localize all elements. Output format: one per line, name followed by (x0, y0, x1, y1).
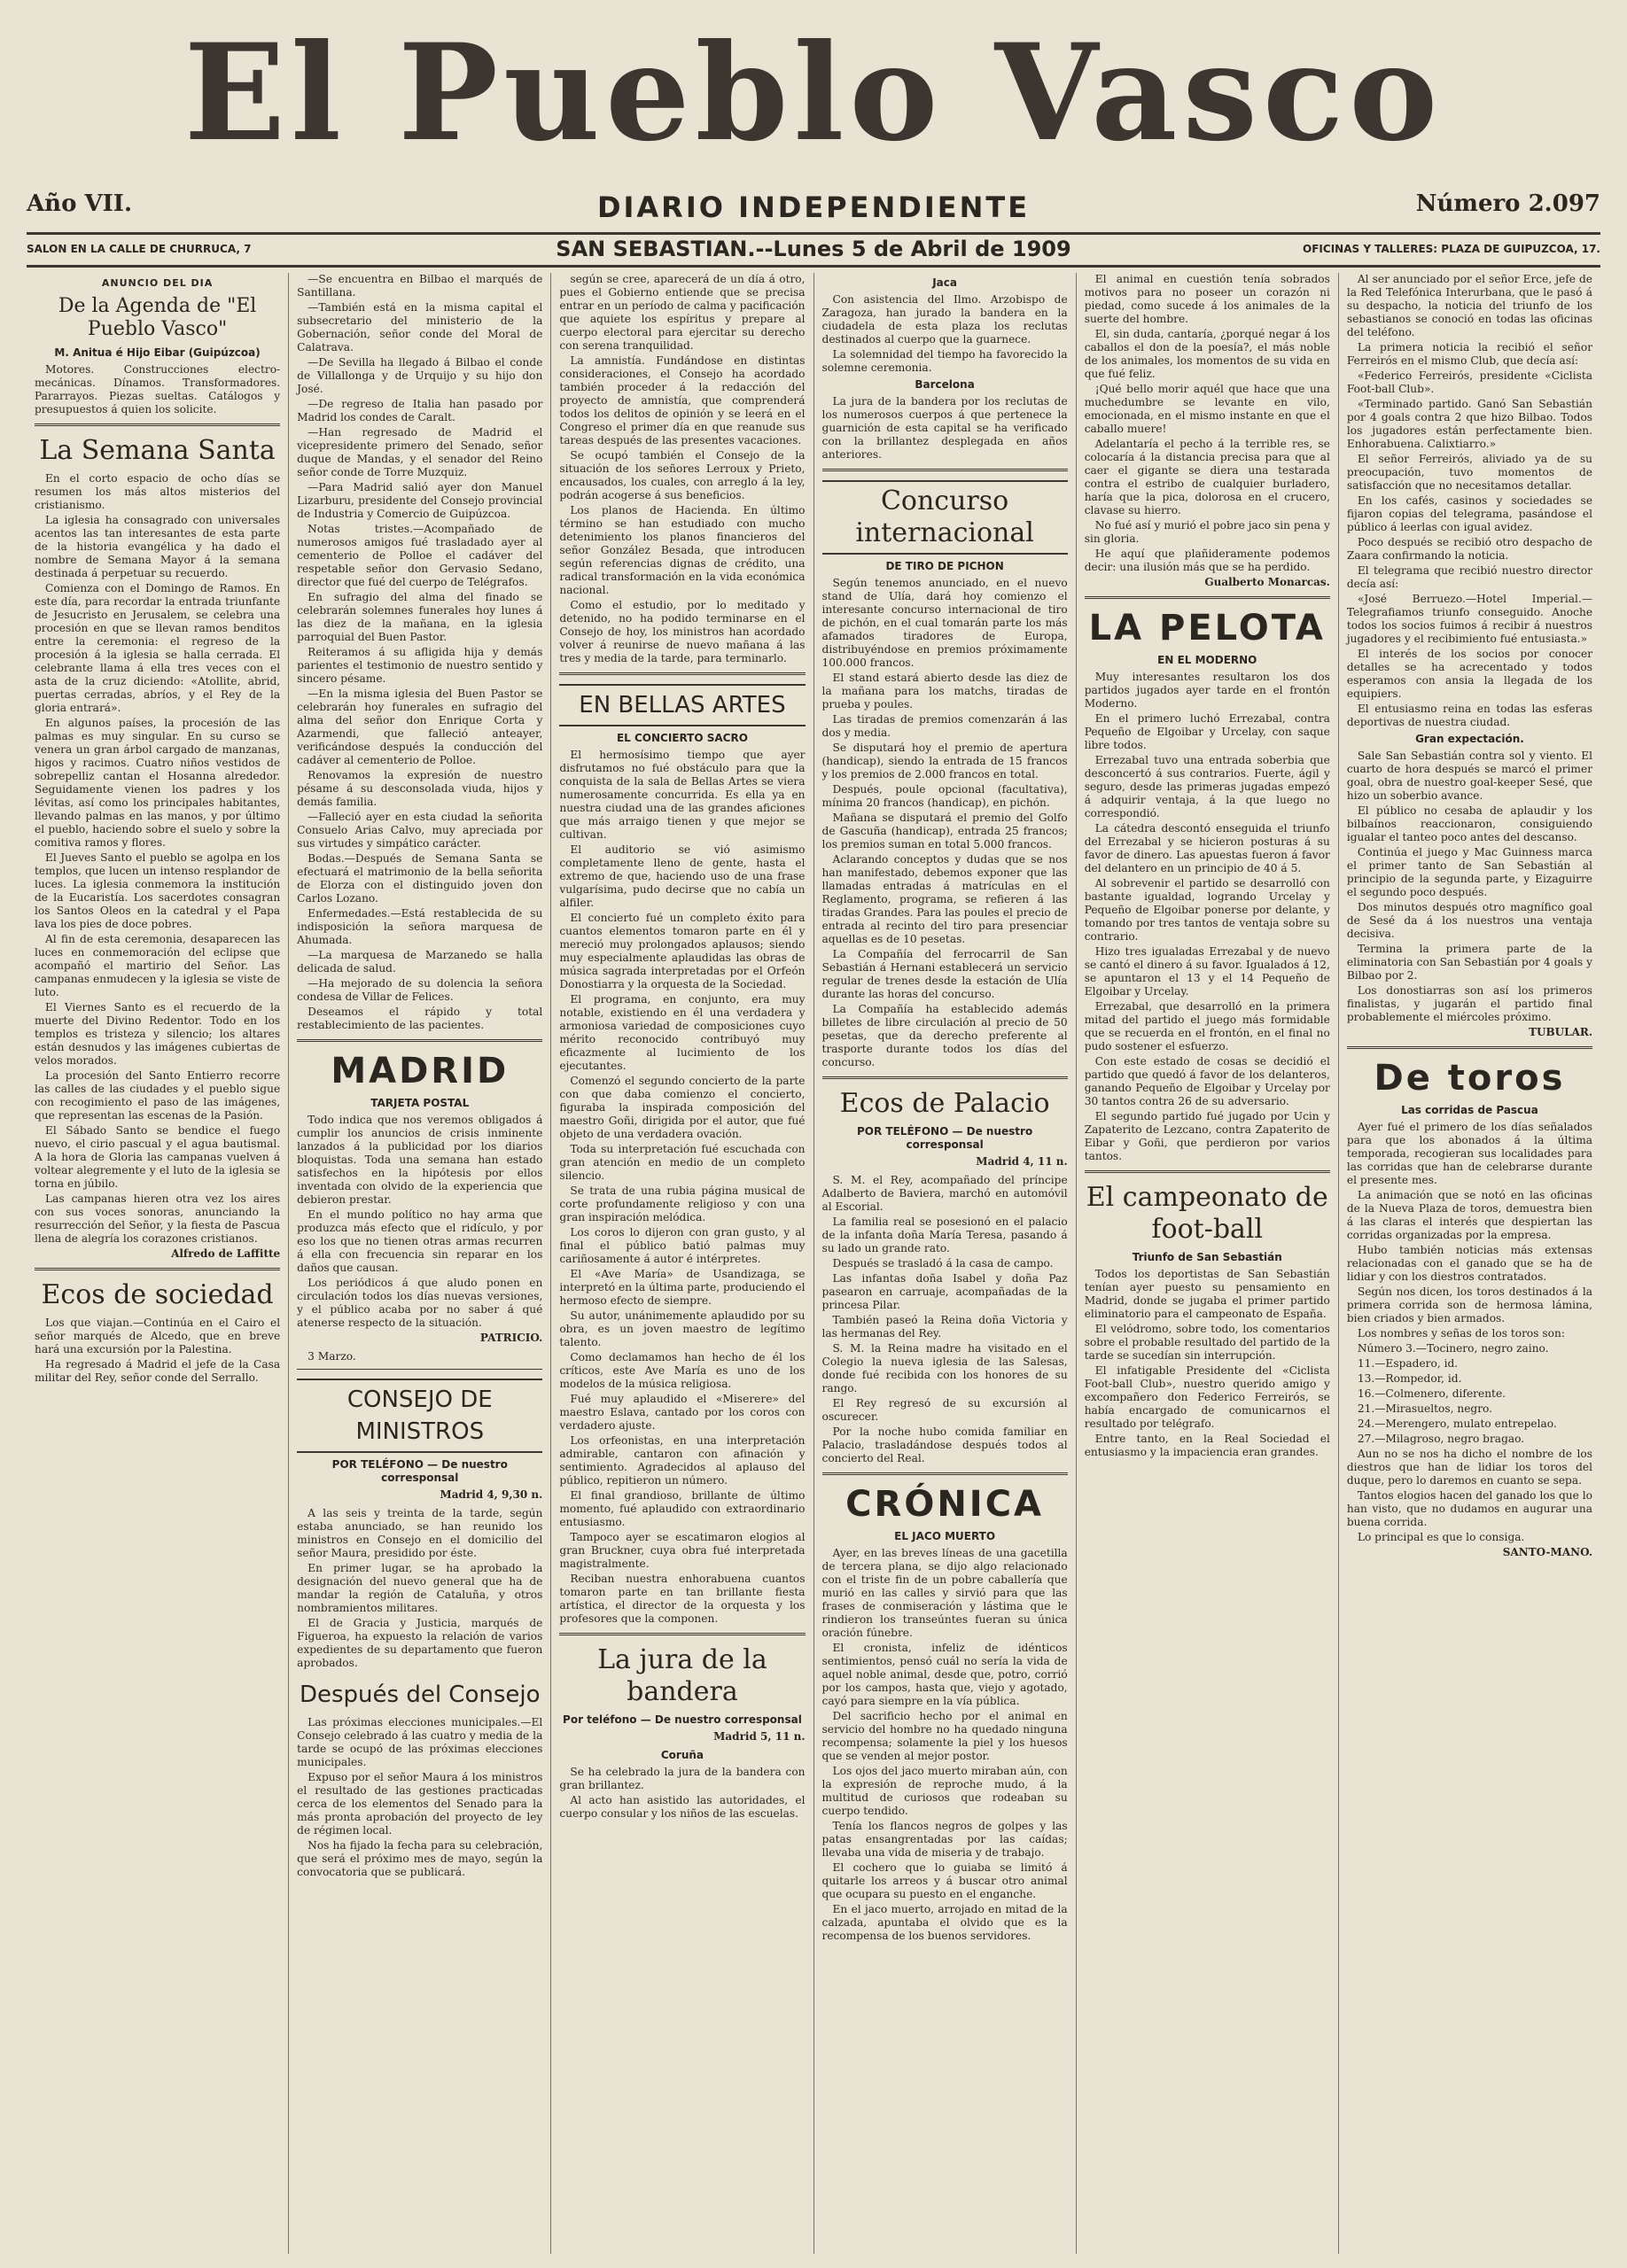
paragraph: El público no cesaba de aplaudir y los bilbaínos reaccionaron, consiguiendo igualar el tanteo poco antes del descanso. (1346, 804, 1593, 843)
paragraph: Al fin de esta ceremonia, desaparecen las luces en conmemoración del eclipse que acompañó el martirio del Señor. Las campanas enmudecen y la iglesia se viste de luto. (35, 933, 281, 998)
headline-despues-consejo: Después del Consejo (299, 1682, 541, 1708)
salon-address: SALON EN LA CALLE DE CHURRUCA, 7 (27, 243, 252, 255)
subhead-jaco-muerto: EL JACO MUERTO (894, 1530, 996, 1542)
paragraph: —De Sevilla ha llegado á Bilbao el conde de Villallonga y de Urquijo y su hijo don José. (297, 356, 543, 395)
paragraph: En algunos países, la procesión de las palmas es muy singular. En su curso se venera un gran árbol cargado de manzanas, higos y racimos. Cuatro niños vestidos de sobrepelliz cantan el Hosanna alrededor. Seguidamente vienen los padres y los lévitas, así como los principales habitantes, llevando palmas en las manos, y por último el pueblo, haciendo sobre el suelo y sobre la comitiva ramos y flores. (35, 717, 281, 849)
divider (559, 1633, 805, 1635)
paragraph: Hizo tres igualadas Errezabal y de nuevo se cantó el dinero á su favor. Igualados á 12, se apuntaron el 13 y el 14 Pequeño de Elgoibar y Urcelay. (1084, 945, 1330, 998)
paragraph: La primera noticia la recibió el señor Ferreirós en el mismo Club, que decía así: (1346, 341, 1593, 367)
paragraph: Comienza con el Domingo de Ramos. En este día, para recordar la entrada triunfante de Jesucristo en Jerusalem, se celebra una procesión en que se llevan ramos benditos entre la ceremonia: el regreso de la procesión á la iglesia se halla cerrada. El celebrante llama á ella tres veces con el asta de la cruz diciendo: «Atollite, abrid, puertas cerradas, abríos, y el Rey de la gloria entrará». (35, 582, 281, 714)
paragraph: También paseó la Reina doña Victoria y las hermanas del Rey. (821, 1314, 1068, 1340)
paragraph: El hermosísimo tiempo que ayer disfrutamos no fué obstáculo para que la conquista de la sala de Bellas Artes se viera numerosamente concurrida. Es ella ya en nuestra ciudad una de las grandes aficiones que más arraigo tienen y que mejor se cultivan. (559, 749, 806, 841)
paragraph: La familia real se posesionó en el palacio de la infanta doña María Teresa, pasando á su lado un grande rato. (821, 1216, 1068, 1254)
paragraph: Termina la primera parte de la eliminatoria con San Sebastián por 4 goals y Bilbao por 2. (1346, 943, 1593, 982)
byline: Por teléfono — De nuestro corresponsal (563, 1713, 802, 1726)
paragraph: Errezabal, que desarrolló en la primera mitad del partido el juego más formidable que se recuerda en el frontón, en el final no pudo sostener el esfuerzo. (1084, 1000, 1330, 1052)
paragraph: ¡Qué bello morir aquél que hace que una muchedumbre se levante en vilo, emocionada, en el mismo instante en que el caballo muere! (1084, 383, 1330, 435)
paragraph: La procesión del Santo Entierro recorre las calles de las ciudades y el pueblo sigue con recogimiento el paso de las imágenes, que representan las escenas de la Pasión. (35, 1069, 281, 1122)
paragraph: —Se encuentra en Bilbao el marqués de Santillana. (297, 273, 543, 299)
paragraph: Nos ha fijado la fecha para su celebración, que será el próximo mes de mayo, según la convocatoria que se publicará. (297, 1839, 543, 1878)
paragraph: El final grandioso, brillante de último momento, fué aplaudido con extraordinario entusiasmo. (559, 1489, 806, 1528)
columns (27, 273, 1600, 2254)
paragraph: La amnistía. Fundándose en distintas consideraciones, el Consejo ha acordado también proceder á la redacción del proyecto de amnistía, que comprenderá todos los delitos de opinión y se leerá en el Congreso el primer día en que reanude sus tareas después de las presentes vacaciones. (559, 354, 806, 447)
paragraph: —Para Madrid salió ayer don Manuel Lizarburu, presidente del Consejo provincial de Industria y Comercio de Guipúzcoa. (297, 481, 543, 520)
column-6 (1339, 273, 1600, 2254)
paragraph: Las campanas hieren otra vez los aires con sus voces sonoras, anunciando la resurrección del Señor, y la fiesta de Pascua llena de alegría los corazones cristianos. (35, 1192, 281, 1245)
subhead-moderno: EN EL MODERNO (1157, 654, 1257, 666)
paragraph: Renovamos la expresión de nuestro pésame á su desconsolada viuda, hijos y demás familia. (297, 769, 543, 808)
paragraph: No fué así y murió el pobre jaco sin pena y sin gloria. (1084, 519, 1330, 545)
headline-campeonato-football: El campeonato de foot-ball (1086, 1182, 1328, 1245)
paragraph: El infatigable Presidente del «Ciclista Foot-ball Club», nuestro querido amigo y excompañero don Federico Ferreirós, se había encargado de comunicarnos el resultado por telégrafo. (1084, 1364, 1330, 1430)
paragraph: S. M. la Reina madre ha visitado en el Colegio la nueva iglesia de las Salesas, donde fué recibida con los honores de su rango. (821, 1342, 1068, 1394)
subhead-expectacion: Gran expectación. (1415, 733, 1524, 745)
paragraph: En primer lugar, se ha aprobado la designación del nuevo general que ha de mandar la región de Cataluña, y otros nombramientos militares. (297, 1562, 543, 1614)
paragraph: Todos los deportistas de San Sebastián tenían ayer puesto su pensamiento en Madrid, donde se jugaba el primer partido eliminatorio para el campeonato de España. (1084, 1268, 1330, 1320)
paragraph: La Compañía ha establecido además billetes de libre circulación al precio de 50 pesetas, que da derecho preferente al trasporte durante todos los días del concurso. (821, 1003, 1068, 1068)
paragraph: —Falleció ayer en esta ciudad la señorita Consuelo Arias Calvo, muy apreciada por sus virtudes y simpático carácter. (297, 811, 543, 850)
paragraph: Los donostiarras son así los primeros finalistas, y jugarán el partido final probablemente el miércoles próximo. (1346, 984, 1593, 1023)
paragraph: Las próximas elecciones municipales.—El Consejo celebrado á las cuatro y media de la tarde se ocupó de las próximas elecciones municipales. (297, 1716, 543, 1768)
paragraph: La cátedra descontó enseguida el triunfo del Errezabal y se hicieron posturas á su favor de dinero. Las apuestas fueron á favor del delantero en un principio de 40 á 5. (1084, 822, 1330, 874)
ad-kicker: ANUNCIO DEL DIA (101, 277, 214, 289)
paragraph: El auditorio se vió asimismo completamente lleno de gente, hasta el extremo de que, haciendo uso de una frase vulgarísima, pudo decirse que no cabía un alfiler. (559, 843, 806, 909)
paragraph: El «Ave María» de Usandizaga, se interpretó en la última parte, produciendo el hermoso efecto de siempre. (559, 1268, 806, 1307)
paragraph: En los cafés, casinos y sociedades se fijaron copias del telegrama, pasándose el público á leerlas con igual avidez. (1346, 494, 1593, 533)
paragraph: Se disputará hoy el premio de apertura (handicap), siendo la entrada de 15 francos y los premios de 2.000 francos en total. (821, 742, 1068, 781)
paragraph: Expuso por el señor Maura á los ministros el resultado de las gestiones practicadas cerca de los elementos del Senado para la más pronta aprobación del proyecto de ley de régimen local. (297, 1771, 543, 1837)
subhead-corridas-pascua: Las corridas de Pascua (1401, 1104, 1538, 1116)
paragraph: Reiteramos á su afligida hija y demás parientes el testimonio de nuestro sentido y sincero pésame. (297, 646, 543, 685)
paragraph: Al acto han asistido las autoridades, el cuerpo consular y los niños de las escuelas. (559, 1794, 806, 1820)
paragraph: Se ocupó también el Consejo de la situación de los señores Lerroux y Prieto, encausados, los cuales, con arreglo á la ley, podrán acogerse á sus beneficios. (559, 449, 806, 501)
paragraph: Mañana se disputará el premio del Golfo de Gascuña (handicap), entrada 25 francos; los premios suman en total 5.000 francos. (821, 812, 1068, 850)
paragraph: —Han regresado de Madrid el vicepresidente primero del Senado, señor duque de Mandas, y el senador del Reino señor conde de Torre Muzquiz. (297, 426, 543, 478)
paragraph: En el mundo político no hay arma que produzca más efecto que el ridículo, y por eso los que no tienen otras armas recurren á ella con frecuencia sin reparar en los daños que causan. (297, 1208, 543, 1274)
paragraph: Tenía los flancos negros de golpes y las patas ensangrentadas por las caídas; llevaba una vida de miseria y de trabajo. (821, 1820, 1068, 1859)
divider (1085, 1170, 1330, 1173)
subhead-tiro-pichon: DE TIRO DE PICHON (885, 560, 1004, 572)
divider (559, 672, 805, 675)
subhead-tarjeta-postal: TARJETA POSTAL (370, 1097, 470, 1109)
paragraph: He aquí que plañideramente podemos decir: una ilusión más que se ha perdido. (1084, 548, 1330, 573)
paragraph: El stand estará abierto desde las diez de la mañana para los matchs, tiradas de prueba y poules. (821, 672, 1068, 711)
paragraph: Errezabal tuvo una entrada soberbia que desconcertó á sus contrarios. Fuerte, ágil y seguro, desde las primeras jugadas empezó á adquirir ventaja, á la que luego no correspondió. (1084, 754, 1330, 819)
paragraph: Ayer, en las breves líneas de una gacetilla de tercera plana, se dijo algo relacionado con el triste fin de un pobre caballería que murió en las calles y sirvió para que las frases de conmiseración y lástima que le rindieron los transeúntes fueran su única oración fúnebre. (821, 1547, 1068, 1639)
paragraph: Los orfeonistas, en una interpretación admirable, cantaron con afinación y sentimiento. Agradecidos al aplauso del público, repitieron un número. (559, 1434, 806, 1487)
bull-list-item: 13.—Rompedor, id. (1357, 1372, 1462, 1385)
headline-jura-bandera: La jura de la bandera (597, 1644, 767, 1707)
paragraph: Los nombres y señas de los toros son: (1357, 1327, 1565, 1340)
paragraph: Bodas.—Después de Semana Santa se efectuará el matrimonio de la bella señorita de Elorza con el distinguido joven don Carlos Lozano. (297, 852, 543, 905)
offices-address: OFICINAS Y TALLERES: PLAZA DE GUIPUZCOA, 17. (1303, 243, 1600, 255)
divider (297, 1039, 542, 1042)
divider (822, 469, 1068, 471)
paragraph: El concierto fué un completo éxito para cuantos elementos tomaron parte en él y mereció muy prolongados aplausos; siendo muy especialmente aplaudidas las obras de música sagrada interpretadas por el Orfeón Donostiarra y la orquesta de la Sociedad. (559, 912, 806, 990)
paragraph: El cochero que lo guiaba se limitó á quitarle los arreos y á buscar otro animal que ocupara su puesto en el enganche. (821, 1861, 1068, 1900)
bull-list-item: 16.—Colmenero, diferente. (1357, 1387, 1506, 1400)
paragraph: Después, poule opcional (facultativa), mínima 20 francos (handicap), en pichón. (821, 783, 1068, 809)
paragraph: Notas tristes.—Acompañado de numerosos amigos fué trasladado ayer al cementerio de Polloe el cadáver del respetable señor don Gervasio Sedano, director que fué del cuerpo de Telégrafos. (297, 523, 543, 588)
headline-la-pelota: LA PELOTA (1088, 608, 1326, 649)
city-kicker: Coruña (660, 1749, 704, 1761)
paragraph: En el jaco muerto, arrojado en mitad de la calzada, apuntaba el olvido que es la recompensa de los buenos servidores. (821, 1903, 1068, 1942)
paragraph: El interés de los socios por conocer detalles se ha acrecentado y todos esperamos con ansia la llegada de los equipiers. (1346, 648, 1593, 700)
paragraph: Según nos dicen, los toros destinados á la primera corrida son de hermosa lámina, bien criados y bien armados. (1346, 1285, 1593, 1324)
paragraph: Ayer fué el primero de los días señalados para que los abonados á la última temporada, recogieran sus localidades para las corridas que han de celebrarse durante el presente mes. (1346, 1121, 1593, 1186)
paragraph: Después se trasladó á la casa de campo. (832, 1257, 1054, 1270)
divider (822, 1076, 1068, 1079)
bull-list-item: 21.—Mirasueltos, negro. (1357, 1402, 1493, 1415)
city-kicker: Jaca (932, 276, 957, 289)
paragraph: En sufragio del alma del finado se celebrarán solemnes funerales hoy lunes á las diez de la mañana, en la iglesia parroquial del Buen Pastor. (297, 591, 543, 643)
paragraph: El segundo partido fué jugado por Ucin y Zapaterito de Lezcano, contra Zapaterito de Eibar y Goñi, que perdieron por varios tantos. (1084, 1110, 1330, 1162)
paragraph: «José Berruezo.—Hotel Imperial.—Telegrafiamos triunfo conseguido. Anoche todos los socios fuimos á recibir á nuestros jugadores y el recibimiento fué entusiasta.» (1346, 593, 1593, 645)
headline-cronica: CRÓNICA (845, 1484, 1045, 1525)
paragraph: Muy interesantes resultaron los dos partidos jugados ayer tarde en el frontón Moderno. (1084, 671, 1330, 710)
paragraph: S. M. el Rey, acompañado del príncipe Adalberto de Baviera, marchó en automóvil al Escorial. (821, 1174, 1068, 1213)
paragraph: Se trata de una rubia página musical de corte profundamente religioso y con una gran inspiración melódica. (559, 1184, 806, 1223)
paragraph: Comenzó el segundo concierto de la parte con que daba comienzo el concierto, figuraba la inspirada composición del maestro Goñi, dirigida por el autor, que fué objeto de una verdadera ovación. (559, 1075, 806, 1140)
paragraph: La solemnidad del tiempo ha favorecido la solemne ceremonia. (821, 348, 1068, 374)
subhead-concierto-sacro: EL CONCIERTO SACRO (616, 732, 748, 744)
paragraph: Con asistencia del Ilmo. Arzobispo de Zaragoza, han jurado la bandera en la ciudadela de esta plaza los reclutas destinados al cuerpo que la guarnece. (821, 293, 1068, 346)
column-4 (814, 273, 1077, 2254)
paragraph: El Sábado Santo se bendice el fuego nuevo, el cirio pascual y el agua bautismal. A la hora de Gloria las campanas vuelven á voltear alegremente y el luto de la iglesia se torna en júbilo. (35, 1124, 281, 1190)
headline-semana-santa: La Semana Santa (39, 435, 276, 466)
divider (297, 1369, 542, 1370)
paragraph: Lo principal es que lo consiga. (1357, 1531, 1525, 1543)
paragraph: En el corto espacio de ocho días se resumen los más altos misterios del cristianismo. (35, 472, 281, 511)
paragraph: El, sin duda, cantaría, ¿porqué negar á los caballos el don de la poesía?, el más noble de los animales, los momentos de su vida en que fué feliz. (1084, 328, 1330, 380)
paragraph: El Viernes Santo es el recuerdo de la muerte del Divino Redentor. Todo en los templos es tristeza y silencio; los altares están desnudos y las imágenes cubiertas de velos morados. (35, 1001, 281, 1067)
issue-number: Número 2.097 (1415, 190, 1600, 217)
dispatch-date: Madrid 5, 11 n. (713, 1730, 806, 1743)
author-signature: Alfredo de Laffitte (171, 1247, 281, 1260)
city-kicker: Barcelona (915, 378, 975, 391)
paragraph: —De regreso de Italia han pasado por Madrid los condes de Caralt. (297, 398, 543, 423)
paragraph: Entre tanto, en la Real Sociedad el entusiasmo y la impaciencia eran grandes. (1084, 1433, 1330, 1458)
masthead-row (27, 190, 1600, 226)
paragraph: El Jueves Santo el pueblo se agolpa en los templos, que lucen un intenso resplandor de luces. La iglesia conmemora la institución de la Eucaristía. Los sacerdotes consagran los Santos Oleos en la catedral y el Papa lava los pies de doce pobres. (35, 851, 281, 930)
paragraph: «Terminado partido. Ganó San Sebastián por 4 goals contra 2 que hizo Bilbao. Todos los jugadores están perfectamente bien. Enhorabuena. Calixtiarro.» (1346, 398, 1593, 450)
paragraph: Ha regresado á Madrid el jefe de la Casa militar del Rey, señor conde del Serrallo. (35, 1358, 281, 1384)
paragraph: A las seis y treinta de la tarde, según estaba anunciado, se han reunido los ministros en Consejo en el domicilio del señor Maura, presidido por éste. (297, 1507, 543, 1559)
paragraph: La Compañía del ferrocarril de San Sebastián á Hernani establecerá un servicio regular de trenes desde la estación de Ulía durante las horas del concurso. (821, 948, 1068, 1000)
paragraph: Dos minutos después otro magnífico goal de Sesé da á los nuestros una ventaja decisiva. (1346, 901, 1593, 940)
paragraph: Como declamamos han hecho de él los críticos, este Ave María es uno de los modelos de la música religiosa. (559, 1351, 806, 1390)
paragraph: Enfermedades.—Está restablecida de su indisposición la señora marquesa de Ahumada. (297, 907, 543, 946)
dispatch-date: Madrid 4, 11 n. (976, 1155, 1068, 1168)
paragraph: Aun no se nos ha dicho el nombre de los diestros que han de lidiar los toros del duque, pero lo daremos en cuanto se sepa. (1346, 1448, 1593, 1487)
headline-ecos-palacio: Ecos de Palacio (839, 1088, 1050, 1119)
column-3 (551, 273, 814, 2254)
paragraph: según se cree, aparecerá de un día á otro, pues el Gobierno entiende que se precisa entrar en un período de calma y pacificación que aquiete los espíritus y prepare al cuerpo electoral para ejercitar su derecho con serena tranquilidad. (559, 273, 806, 352)
dateline (27, 232, 1600, 268)
headline-madrid: MADRID (331, 1051, 510, 1091)
paragraph: La jura de la bandera por los reclutas de los numerosos cuerpos á que pertenece la guarnición de esta capital se ha verificado con la brillantez desplegada en años anteriores. (821, 395, 1068, 461)
bull-list-item: 24.—Merengero, mulato entrepelao. (1357, 1418, 1557, 1430)
paragraph: El programa, en conjunto, era muy notable, existiendo en él una verdadera y armoniosa variedad de composiciones cuyo mérito reconocido contribuyó muy eficazmente al lucimiento de los ejecutantes. (559, 993, 806, 1072)
paragraph: La animación que se notó en las oficinas de la Nueva Plaza de toros, demuestra bien á las claras el interés que despiertan las corridas organizadas por la empresa. (1346, 1189, 1593, 1241)
paragraph: Toda su interpretación fué escuchada con gran atención en medio de un completo silencio. (559, 1143, 806, 1182)
year-label: Año VII. (27, 190, 133, 217)
paragraph: —La marquesa de Marzanedo se halla delicada de salud. (297, 949, 543, 975)
paragraph: «Federico Ferreirós, presidente «Ciclista Foot-ball Club». (1346, 369, 1593, 395)
dateline-note: 3 Marzo. (307, 1350, 356, 1363)
paragraph: Los que viajan.—Continúa en el Cairo el señor marqués de Alcedo, que en breve hará una excursión por la Palestina. (35, 1317, 281, 1355)
divider (822, 1472, 1068, 1475)
ad-text: Motores. Construcciones electro-mecánicas. Dínamos. Transformadores. Pararrayos. Piezas sueltas. Catálogos y presupuestos á quien los solicite. (35, 363, 281, 416)
subhead-triunfo: Triunfo de San Sebastián (1132, 1251, 1282, 1263)
headline-bellas-artes: EN BELLAS ARTES (559, 684, 805, 726)
bull-list-item: 27.—Milagroso, negro bragao. (1357, 1433, 1525, 1445)
paragraph: Al ser anunciado por el señor Erce, jefe de la Red Telefónica Interurbana, que le pasó á su despacho, la noticia del triunfo de los sebastianos se conoció en todas las oficinas del teléfono. (1346, 273, 1593, 338)
ad-title: De la Agenda de "El Pueblo Vasco" (58, 295, 257, 340)
author-signature: Gualberto Monarcas. (1204, 576, 1330, 588)
paragraph: Sale San Sebastián contra sol y viento. El cuarto de hora después se marcó el primer goal, obra de nuestro goal-keeper Sesé, que hizo un soberbio avance. (1346, 750, 1593, 802)
ad-subtitle: M. Anitua é Hijo Eibar (Guipúzcoa) (54, 346, 261, 359)
author-signature: SANTO-MANO. (1502, 1546, 1593, 1558)
newspaper-title: El Pueblo Vasco (183, 15, 1444, 171)
paragraph: Aclarando conceptos y dudas que se nos han manifestado, debemos exponer que las llamadas entradas á matrículas en el Reglamento, programa, se refieren á las tiradas Grandes. Para las poules el precio de entrada al recinto del tiro para presenciar aquellas es de 10 pesetas. (821, 853, 1068, 945)
divider (1085, 596, 1330, 599)
divider (35, 1268, 280, 1270)
paragraph: Su autor, unánimemente aplaudido por su obra, es un joven maestro de legítimo talento. (559, 1309, 806, 1348)
headline-ecos-sociedad: Ecos de sociedad (41, 1279, 274, 1310)
paragraph: —En la misma iglesia del Buen Pastor se celebrarán hoy funerales en sufragio del alma del señor don Enrique Corta y Azarmendi, que falleció anteayer, verificándose después la conducción del cadáver al cementerio de Polloe. (297, 687, 543, 766)
paragraph: Los planos de Hacienda. En último término se han estudiado con mucho detenimiento los planos financieros del señor González Besada, que introducen según referencias dignas de crédito, una radical transformación en la vida económica nacional. (559, 504, 806, 596)
paragraph: —También está en la misma capital el subsecretario del ministerio de la Gobernación, señor conde del Moral de Calatrava. (297, 301, 543, 353)
paragraph: Con este estado de cosas se decidió el partido que quedó á favor de los delanteros, ganando Pequeño de Elgoibar y Urcelay por 30 tantos contra 26 de su adversario. (1084, 1055, 1330, 1107)
paragraph: Fué muy aplaudido el «Miserere» del maestro Eslava, cantado por los coros con verdadero ajuste. (559, 1393, 806, 1432)
paragraph: Todo indica que nos veremos obligados á cumplir los anuncios de crisis inminente lanzados á la publicidad por los diarios bloquistas. Toda una semana han estado satisfechos en la hipótesis por ellos inventada con olvido de la experiencia que debieron prestar. (297, 1114, 543, 1206)
byline: POR TELÉFONO — De nuestro corresponsal (331, 1458, 508, 1484)
paragraph: Se ha celebrado la jura de la bandera con gran brillantez. (559, 1766, 806, 1791)
paragraph: Reciban nuestra enhorabuena cuantos tomaron parte en tan brillante fiesta artística, el director de la orquesta y los profesores que la componen. (559, 1573, 806, 1625)
paragraph: Tampoco ayer se escatimaron elogios al gran Bruckner, cuya obra fué interpretada magistralmente. (559, 1531, 806, 1570)
paragraph: Continúa el juego y Mac Guinness marca el primer tanto de San Sebastián al principio de la segunda parte, y Eizaguirre el segundo poco después. (1346, 846, 1593, 898)
paragraph: Según tenemos anunciado, en el nuevo stand de Ulía, dará hoy comienzo el interesante concurso internacional de tiro de pichón, en el cual tomarán parte los más afamados tiradores de Europa, distribuyéndose en premios próximamente 100.000 francos. (821, 577, 1068, 669)
paragraph: Del sacrificio hecho por el animal en servicio del hombre no ha quedado ninguna recompensa; solamente la piel y los huesos que se venden al mejor postor. (821, 1710, 1068, 1762)
date-location: SAN SEBASTIAN.--Lunes 5 de Abril de 1909 (556, 237, 1071, 261)
column-2 (289, 273, 551, 2254)
paragraph: El entusiasmo reina en todas las esferas deportivas de nuestra ciudad. (1346, 703, 1593, 728)
paragraph: Por la noche hubo comida familiar en Palacio, trasladándose después todos al concierto del Real. (821, 1425, 1068, 1464)
divider (35, 423, 280, 426)
paragraph: Poco después se recibió otro despacho de Zaara confirmando la noticia. (1346, 536, 1593, 562)
paragraph: Tantos elogios hacen del ganado los que lo han visto, que no dudamos en augurar una buena corrida. (1346, 1489, 1593, 1528)
column-5 (1077, 273, 1339, 2254)
paragraph: Los ojos del jaco muerto miraban aún, con la expresión de reproche mudo, á la multitud de curiosos que rodeaban su cuerpo tendido. (821, 1765, 1068, 1817)
dispatch-date: Madrid 4, 9,30 n. (440, 1488, 543, 1501)
paragraph: Deseamos el rápido y total restablecimiento de las pacientes. (297, 1006, 543, 1031)
paragraph: El señor Ferreirós, aliviado ya de su preocupación, tuvo momentos de satisfacción que no necesitamos detallar. (1346, 453, 1593, 492)
paragraph: La iglesia ha consagrado con universales acentos las tan interesantes de esta parte de la historia evangélica y ha dado el nombre de Semana Mayor á la semana destinada á perpetuar su recuerdo. (35, 514, 281, 579)
paragraph: Adelantaría el pecho á la terrible res, se colocaría á la distancia precisa para que al caer el gigante se diera una testarada contra el estribo de cualquier burladero, haría que la pica, dolorosa en el crucero, clavase su hierro. (1084, 438, 1330, 517)
byline: POR TELÉFONO — De nuestro corresponsal (857, 1125, 1033, 1151)
paragraph: Los periódicos á que aludo ponen en circulación todos los días nuevas versiones, y el público acaba por no saber á qué atenerse respecto de la situación. (297, 1277, 543, 1329)
paragraph: Hubo también noticias más extensas relacionadas con el ganado que se ha de lidiar y con los diestros contratados. (1346, 1244, 1593, 1283)
paragraph: Al sobrevenir el partido se desarrolló con bastante igualdad, logrando Urcelay y Pequeño de Elgoibar ponerse por delante, y tomando por tres tantos de ventaja sobre su contrario. (1084, 877, 1330, 943)
paragraph: El animal en cuestión tenía sobrados motivos para no poseer un corazón ni piedad, como sucede á los animales de la suerte del hombre. (1084, 273, 1330, 325)
subtitle: DIARIO INDEPENDIENTE (596, 190, 1031, 224)
masthead (0, 15, 1627, 177)
paragraph: En el primero luchó Errezabal, contra Pequeño de Elgoibar y Urcelay, con saque libre todos. (1084, 712, 1330, 751)
author-signature: PATRICIO. (479, 1332, 543, 1344)
author-signature: TUBULAR. (1529, 1026, 1593, 1038)
paragraph: El Rey regresó de su excursión al oscurecer. (821, 1397, 1068, 1423)
column-1 (27, 273, 289, 2254)
headline-de-toros: De toros (1374, 1058, 1566, 1099)
divider (1347, 1046, 1592, 1049)
paragraph: El velódromo, sobre todo, los comentarios sobre el probable resultado del partido de la tarde se sucedían sin interrupción. (1084, 1323, 1330, 1362)
paragraph: El telegrama que recibió nuestro director decía así: (1346, 564, 1593, 590)
bull-list-item: Número 3.—Tocinero, negro zaino. (1357, 1342, 1549, 1355)
paragraph: Como el estudio, por lo meditado y detenido, no ha podido terminarse en el Consejo de hoy, los ministros han acordado volver á reunirse de nuevo mañana á las tres y media de la tarde, para terminarlo. (559, 599, 806, 664)
paragraph: —Ha mejorado de su dolencia la señora condesa de Villar de Felices. (297, 977, 543, 1003)
paragraph: Los coros lo dijeron con gran gusto, y al final el público batió palmas muy cariñosamente á autor é intérpretes. (559, 1226, 806, 1265)
headline-concurso-internacional: Concurso internacional (822, 480, 1068, 555)
headline-consejo-ministros: CONSEJO DE MINISTROS (297, 1379, 542, 1453)
paragraph: El cronista, infeliz de idénticos sentimientos, pensó cuál no sería la vida de aquel noble animal, desde que, potro, corrió por los campos, hasta que, viejo y agotado, cayó para siempre en la vía pública. (821, 1642, 1068, 1707)
paragraph: Las infantas doña Isabel y doña Paz pasearon en carruaje, acompañadas de la princesa Pilar. (821, 1272, 1068, 1311)
paragraph: Las tiradas de premios comenzarán á las dos y media. (821, 713, 1068, 739)
paragraph: El de Gracia y Justicia, marqués de Figueroa, ha expuesto la relación de varios expedientes de su departamento que fueron aprobados. (297, 1617, 543, 1669)
bull-list-item: 11.—Espadero, id. (1357, 1357, 1459, 1370)
